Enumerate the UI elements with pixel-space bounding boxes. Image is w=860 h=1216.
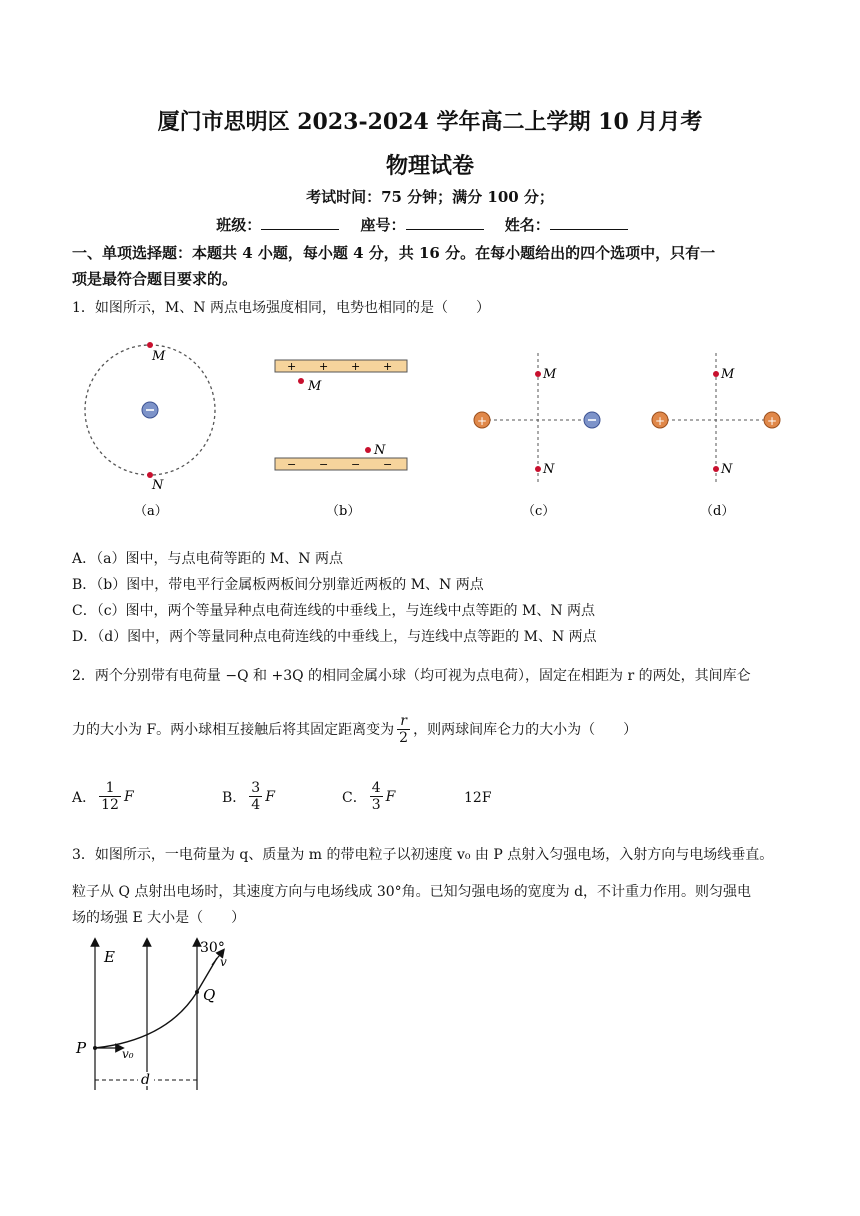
class-field-blank[interactable] <box>261 215 339 230</box>
exam-info: 考试时间：75 分钟；满分 100 分； <box>306 188 554 206</box>
q1-figures <box>72 335 802 525</box>
q1-option-b[interactable]: B．（b）图中，带电平行金属板两板间分别靠近两板的 M、N 两点 <box>72 577 484 593</box>
field-e-label: E <box>104 948 115 966</box>
q2-option-b[interactable]: B． $\frac{3}{4}$ F <box>222 780 275 813</box>
svg-text:−: − <box>287 458 297 471</box>
point-m-dot <box>298 378 304 384</box>
figure-c-label: （c） <box>522 504 556 519</box>
svg-text:+: + <box>767 414 778 428</box>
q2-option-c[interactable]: C． $\frac{4}{3}$ F <box>342 780 396 813</box>
svg-text:+: + <box>287 360 297 373</box>
class-field-label: 班级： <box>216 216 262 234</box>
q1-option-c[interactable]: C．（c）图中，两个等量异种点电荷连线的中垂线上，与连线中点等距的 M、N 两点 <box>72 603 596 619</box>
q2-option-d[interactable]: 12F <box>464 790 492 806</box>
seat-field-blank[interactable] <box>406 215 484 230</box>
svg-text:+: + <box>351 360 361 373</box>
figure-d <box>652 353 780 519</box>
q2-stem-line2 <box>72 713 802 746</box>
q3-line2: 粒子从 Q 点射出电场时，其速度方向与电场线成 30°角。已知匀强电场的宽度为 d，不计重力作用。则匀强电 <box>72 884 752 900</box>
figure-a-label: （a） <box>134 504 168 519</box>
figure-a <box>85 342 215 519</box>
q1-stem: 1．如图所示，M、N 两点电场强度相同，电势也相同的是（ ） <box>72 300 490 316</box>
figure-d-label: （d） <box>700 504 735 519</box>
q2-options <box>72 780 772 824</box>
q3-figure <box>72 930 252 1110</box>
figure-c <box>474 353 600 519</box>
q3-line1: 3．如图所示，一电荷量为 q、质量为 m 的带电粒子以初速度 v₀ 由 P 点射入匀强电场，入射方向与电场线垂直。 <box>72 847 774 863</box>
figure-b-label: （b） <box>326 504 361 519</box>
point-n-label: N <box>543 462 555 477</box>
section1-heading-line1: 一、单项选择题：本题共 4 小题，每小题 4 分，共 16 分。在每小题给出的四个选项中，只有一 <box>72 244 716 262</box>
q2-fraction <box>397 713 410 746</box>
figure-b <box>275 360 407 519</box>
svg-text:−: − <box>319 458 329 471</box>
point-m-label: M <box>721 367 735 382</box>
angle-label: 30° <box>200 940 225 956</box>
section1-heading-line2: 项是最符合题目要求的。 <box>72 270 238 288</box>
point-n-dot <box>535 466 541 472</box>
seat-field-label: 座号： <box>360 216 406 234</box>
point-n-dot <box>365 447 371 453</box>
svg-text:−: − <box>351 458 361 471</box>
q2-fraction-den: 2 <box>399 730 409 746</box>
q2-option-a[interactable]: A． $\frac{1}{12}$ F <box>72 780 134 813</box>
svg-text:−: − <box>383 458 393 471</box>
q2-stem-line2-a: 力的大小为 F。两小球相互接触后将其固定距离变为 <box>72 721 395 738</box>
point-p-label: P <box>76 1039 87 1057</box>
point-m-dot <box>535 371 541 377</box>
initial-velocity-label: v₀ <box>122 1047 134 1061</box>
point-n-label: N <box>721 462 733 477</box>
q2-stem-line1: 2．两个分别带有电荷量 −Q 和 +3Q 的相同金属小球（均可视为点电荷），固定在相距为 r 的两处，其间库仑 <box>72 668 751 684</box>
point-q-label: Q <box>203 986 216 1004</box>
q2-stem-line2-b: ，则两球间库仑力的大小为（ ） <box>413 721 638 738</box>
q1-option-d[interactable]: D．（d）图中，两个等量同种点电荷连线的中垂线上，与连线中点等距的 M、N 两点 <box>72 629 597 645</box>
exam-subtitle: 物理试卷 <box>385 153 474 179</box>
point-m-label: M <box>152 349 166 364</box>
velocity-label: v <box>220 955 227 969</box>
trajectory-curve <box>95 958 217 1048</box>
svg-text:+: + <box>477 414 488 428</box>
point-n-label: N <box>374 443 386 458</box>
student-fields <box>0 214 860 235</box>
exam-title: 厦门市思明区 2023-2024 学年高二上学期 10 月月考 <box>157 109 703 135</box>
svg-text:+: + <box>655 414 666 428</box>
point-m-label: M <box>308 379 322 394</box>
width-d-label: d <box>141 1072 150 1088</box>
section1-heading <box>72 240 796 292</box>
point-m-dot <box>713 371 719 377</box>
q1-option-a[interactable]: A．（a）图中，与点电荷等距的 M、N 两点 <box>72 551 343 567</box>
name-field-label: 姓名： <box>504 216 550 234</box>
point-m-dot <box>147 342 153 348</box>
point-m-label: M <box>543 367 557 382</box>
svg-text:+: + <box>383 360 393 373</box>
point-n-dot <box>713 466 719 472</box>
name-field-blank[interactable] <box>550 215 628 230</box>
q3-line3: 场的场强 E 大小是（ ） <box>72 910 246 926</box>
svg-text:+: + <box>319 360 329 373</box>
q2-fraction-num: r <box>397 713 410 730</box>
point-n-label: N <box>152 478 164 493</box>
